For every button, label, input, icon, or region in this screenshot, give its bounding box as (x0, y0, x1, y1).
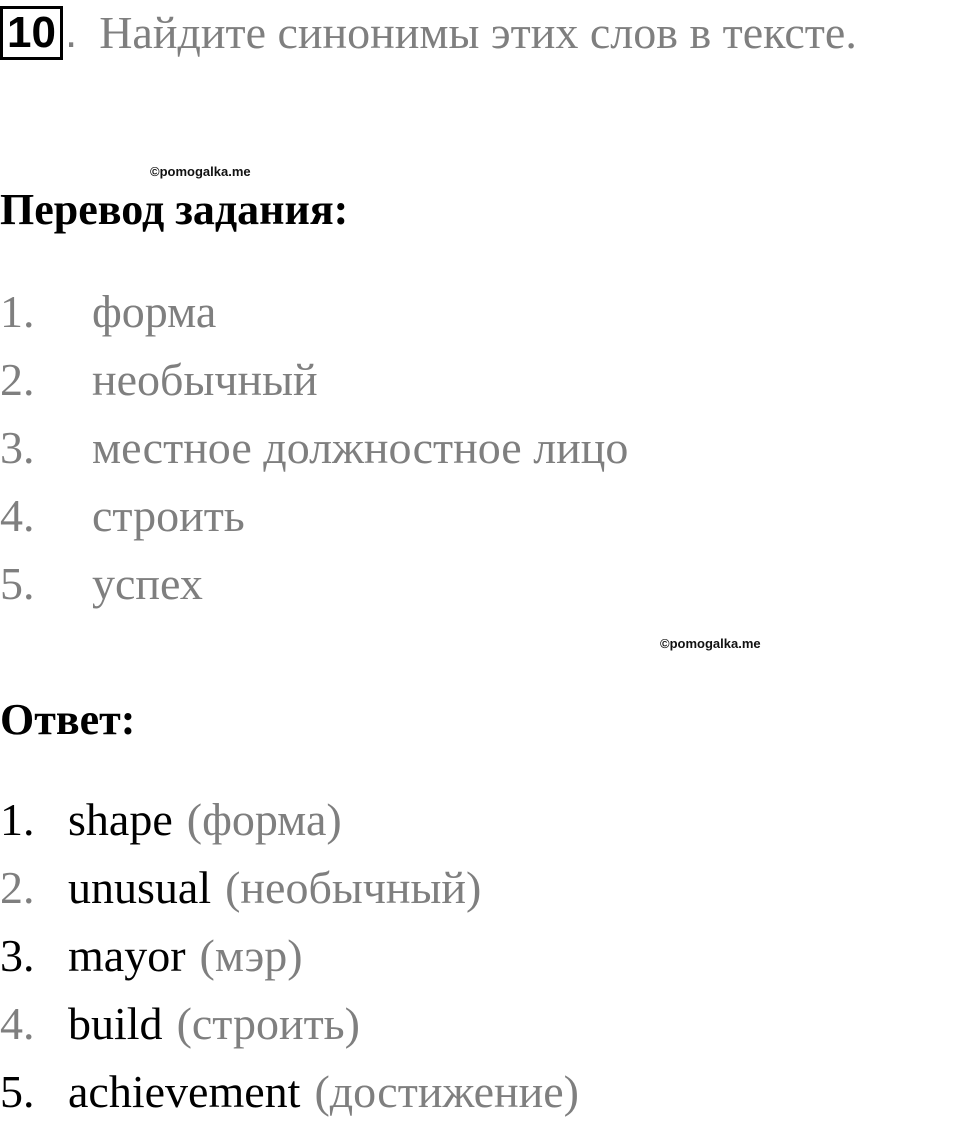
translation-heading: Перевод задания: (0, 185, 349, 234)
list-item (0, 352, 628, 420)
answer-list (0, 792, 579, 1132)
item-number: 3. (0, 930, 35, 981)
answer-word: achievement (68, 1066, 301, 1117)
answer-word: shape (68, 794, 173, 845)
list-item (0, 996, 579, 1064)
task-header (0, 6, 857, 60)
item-number: 5. (0, 558, 35, 609)
item-number: 4. (0, 490, 35, 541)
answer-gloss: (достижение) (314, 1066, 580, 1117)
item-number: 4. (0, 998, 35, 1049)
item-text: успех (92, 558, 203, 609)
translation-list (0, 284, 628, 624)
item-number: 3. (0, 422, 35, 473)
list-item (0, 284, 628, 352)
item-number: 2. (0, 354, 35, 405)
answer-gloss: (мэр) (199, 930, 303, 981)
item-number: 2. (0, 862, 35, 913)
answer-gloss: (необычный) (225, 862, 482, 913)
list-item (0, 792, 579, 860)
answer-gloss: (строить) (176, 998, 360, 1049)
item-text: форма (92, 286, 217, 337)
task-number-badge: 10 (0, 6, 63, 60)
list-item (0, 420, 628, 488)
task-number-dot: . (64, 8, 78, 57)
list-item (0, 1064, 579, 1132)
item-number: 5. (0, 1066, 35, 1117)
item-text: строить (92, 490, 245, 541)
watermark: ©pomogalka.me (150, 164, 251, 179)
answer-word: mayor (68, 930, 186, 981)
task-instruction: Найдите синонимы этих слов в тексте. (99, 7, 857, 58)
list-item (0, 556, 628, 624)
answer-word: unusual (68, 862, 212, 913)
answer-gloss: (форма) (186, 794, 342, 845)
item-text: необычный (92, 354, 318, 405)
answer-word: build (68, 998, 163, 1049)
item-number: 1. (0, 794, 35, 845)
list-item (0, 860, 579, 928)
list-item (0, 488, 628, 556)
item-text: местное должностное лицо (92, 422, 629, 473)
answer-heading: Ответ: (0, 695, 136, 744)
watermark: ©pomogalka.me (660, 636, 761, 651)
list-item (0, 928, 579, 996)
item-number: 1. (0, 286, 35, 337)
